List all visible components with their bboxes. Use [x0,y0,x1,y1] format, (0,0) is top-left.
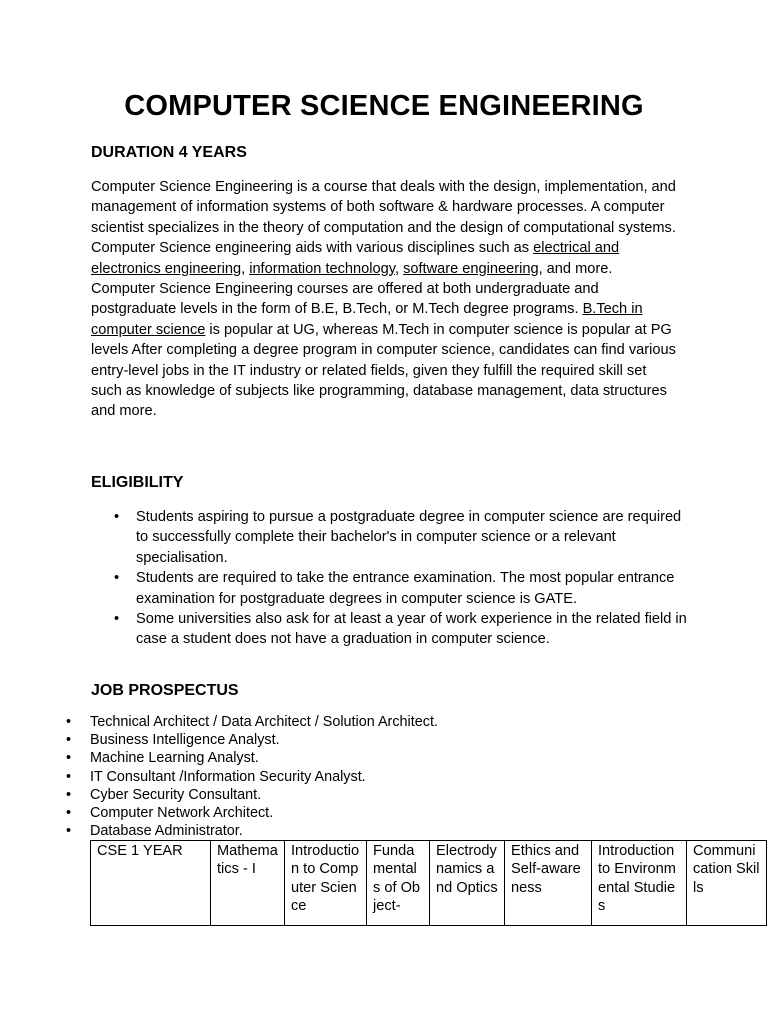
paragraph-2-rest: is popular at UG, whereas M.Tech in computer science is popular at PG levels After completing a degree program in computer science, candidates can find various entry-level jobs in the IT industry or related fields, given they fulfill the required skill set such as knowledge of subjects like programming, database management, data structures and more. [91,321,676,420]
duration-description [91,177,681,422]
page-title: COMPUTER SCIENCE ENGINEERING [124,90,644,122]
table-cell-year: CSE 1 YEAR [91,841,211,926]
course-table [90,840,767,926]
table-cell: Ethics and Self-awareness [505,841,592,926]
list-item: • Technical Architect / Data Architect / Solution Architect. [90,713,690,731]
list-item: • Database Administrator. [90,822,690,840]
separator: , [394,260,404,277]
list-item: • IT Consultant /Information Security Analyst. [90,768,690,786]
table-cell: Communication Skills [687,841,767,926]
job-list [66,713,690,840]
paragraph-1-end: , and more. [538,260,613,277]
link-btech-computer-science[interactable]: B.Tech in computer science [91,301,643,338]
table-cell: Mathematics - I [211,841,285,926]
paragraph-2 [91,279,681,422]
paragraph-2-text: Computer Science Engineering courses are offered at both undergraduate and postgraduate levels in the form of B.E, B.Tech, or M.Tech degree programs. [91,281,599,318]
list-item: • Cyber Security Consultant. [90,786,690,804]
eligibility-heading: ELIGIBILITY [91,474,184,491]
table-cell: Introduction to Computer Science [285,841,367,926]
link-software-engineering[interactable]: software engineering [403,260,539,277]
paragraph-1-text: Computer Science Engineering is a course that deals with the design, implementation, and management of information systems of both software & hardware processes. A computer scientist specializes in the theory of computation and the design of computational systems. Computer Science engineering aids with various disciplines such as [91,179,676,257]
table-cell: Introduction to Environmental Studies [592,841,687,926]
eligibility-list [112,507,696,650]
list-item: • Computer Network Architect. [90,804,690,822]
list-item: • Students aspiring to pursue a postgraduate degree in computer science are required to successfully complete their bachelor's in computer science or a relevant specialisation. [136,507,696,568]
duration-heading: DURATION 4 YEARS [91,144,247,161]
separator: , [241,260,250,277]
table-cell: Fundamentals of Object- [367,841,430,926]
list-item: • Students are required to take the entrance examination. The most popular entrance examination for postgraduate degrees in computer science is GATE. [136,568,696,609]
link-information-technology[interactable]: information technology [249,260,395,277]
link-electrical-engineering[interactable]: electrical and electronics engineering [91,240,620,277]
table-row [91,841,767,926]
list-item: • Machine Learning Analyst. [90,749,690,767]
job-prospectus-heading: JOB PROSPECTUS [91,682,239,699]
list-item: • Some universities also ask for at least a year of work experience in the related field in case a student does not have a graduation in computer science. [136,609,696,650]
list-item: • Business Intelligence Analyst. [90,731,690,749]
paragraph-1 [91,177,681,279]
table-cell: Electrodynamics and Optics [430,841,505,926]
